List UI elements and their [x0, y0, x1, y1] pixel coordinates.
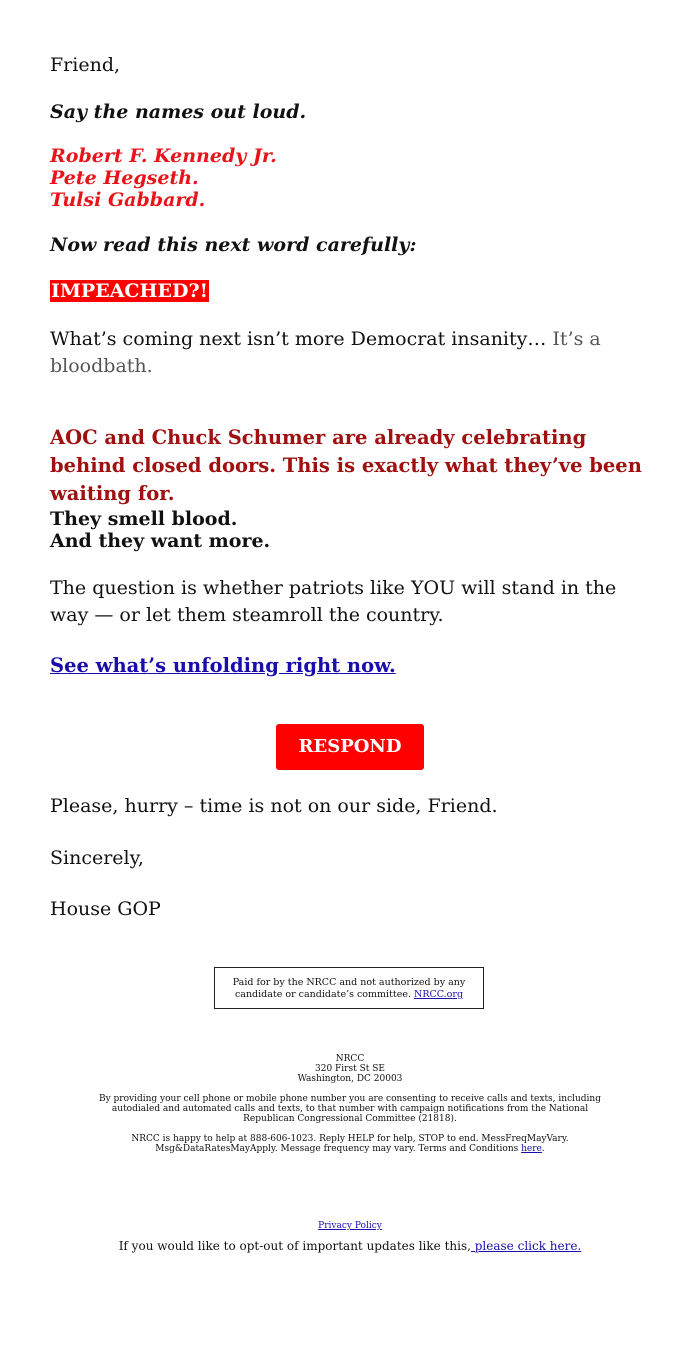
- signature: House GOP: [50, 898, 161, 920]
- impeached-highlight: IMPEACHED?!: [51, 280, 208, 302]
- optout-link[interactable]: please click here.: [470, 1239, 582, 1253]
- help-end: .: [541, 1144, 545, 1154]
- names-list: [50, 145, 277, 211]
- optout-block: [50, 1239, 650, 1254]
- question-paragraph: The question is whether patriots like YOU will stand in the way — or let them steamroll the country.: [50, 577, 617, 626]
- see-unfolding-link[interactable]: See what’s unfolding right now.: [50, 654, 396, 677]
- smell-blood-line: They smell blood.: [50, 508, 238, 530]
- address-block: [90, 1054, 610, 1084]
- coming-next-text: What’s coming next isn’t more Democrat insanity…: [50, 328, 553, 350]
- say-names-heading: Say the names out loud.: [50, 101, 307, 123]
- hurry-paragraph: Please, hurry – time is not on our side, Friend.: [50, 795, 498, 817]
- paid-for-box: [214, 967, 484, 1009]
- coming-next-paragraph: [50, 326, 610, 380]
- name-item: Pete Hegseth.: [50, 167, 199, 189]
- greeting: Friend,: [50, 54, 121, 76]
- help-text: NRCC is happy to help at 888-606-1023. Reply HELP for help, STOP to end. MessFreqMayVary. Msg&DataRatesMayApply. Message frequency may vary. Terms and Conditions: [131, 1134, 569, 1154]
- read-next-heading: Now read this next word carefully:: [50, 234, 417, 256]
- privacy-policy-link[interactable]: Privacy Policy: [318, 1221, 382, 1231]
- smell-blood-block: [50, 508, 270, 552]
- help-text-block: [90, 1134, 610, 1154]
- terms-link[interactable]: here: [521, 1144, 542, 1154]
- address-city: Washington, DC 20003: [297, 1074, 403, 1084]
- name-item: Tulsi Gabbard.: [50, 189, 206, 211]
- paid-for-text: Paid for by the NRCC and not authorized by any candidate or candidate’s committee.: [232, 977, 466, 1000]
- want-more-line: And they want more.: [50, 530, 271, 552]
- privacy-block: [90, 1221, 610, 1231]
- bloodbath-text: It’s a bloodbath.: [50, 328, 601, 377]
- nrcc-link[interactable]: NRCC.org: [414, 989, 464, 1000]
- aoc-paragraph: AOC and Chuck Schumer are already celebrating behind closed doors. This is exactly what they’ve been waiting for.: [50, 425, 642, 505]
- sincerely-text: Sincerely,: [50, 847, 144, 869]
- name-item: Robert F. Kennedy Jr.: [50, 145, 277, 167]
- respond-button[interactable]: RESPOND: [276, 724, 424, 770]
- consent-text: By providing your cell phone or mobile phone number you are consenting to receive calls and texts, including autodialed and automated calls and texts, to that number with campaign notifications from the National Republican Congressional Committee (21818).: [98, 1094, 601, 1124]
- address-name: NRCC: [335, 1054, 365, 1064]
- address-street: 320 First St SE: [315, 1064, 385, 1074]
- optout-text: If you would like to opt-out of important updates like this,: [118, 1239, 471, 1253]
